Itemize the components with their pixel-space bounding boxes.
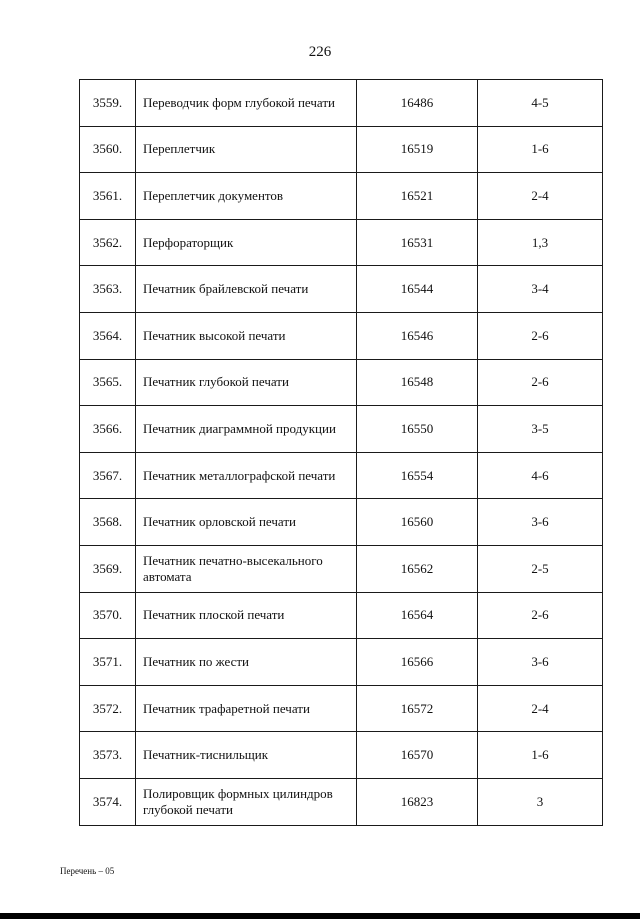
bottom-scan-edge [0,913,640,919]
table-row [80,592,603,639]
grade-range: 4-5 [478,80,603,127]
table-row [80,312,603,359]
profession-name: Переводчик форм глубокой печати [136,80,357,127]
table-row [80,732,603,779]
profession-name: Переплетчик документов [136,173,357,220]
grade-range: 2-4 [478,685,603,732]
row-number: 3563. [80,266,136,313]
grade-range: 2-5 [478,545,603,592]
profession-name: Полировщик формных цилиндров глубокой печати [136,778,357,825]
profession-code: 16572 [357,685,478,732]
profession-name: Печатник высокой печати [136,312,357,359]
grade-range: 2-6 [478,359,603,406]
grade-range: 4-6 [478,452,603,499]
row-number: 3565. [80,359,136,406]
row-number: 3569. [80,545,136,592]
profession-name: Печатник-тиснильщик [136,732,357,779]
profession-name: Печатник плоской печати [136,592,357,639]
grade-range: 3 [478,778,603,825]
table-row [80,499,603,546]
profession-name: Печатник по жести [136,639,357,686]
row-number: 3562. [80,219,136,266]
table-row [80,778,603,825]
profession-code: 16546 [357,312,478,359]
row-number: 3564. [80,312,136,359]
profession-name: Печатник орловской печати [136,499,357,546]
row-number: 3573. [80,732,136,779]
table-row [80,452,603,499]
row-number: 3572. [80,685,136,732]
row-number: 3567. [80,452,136,499]
table-row [80,219,603,266]
table-row [80,685,603,732]
grade-range: 1,3 [478,219,603,266]
profession-name: Перфораторщик [136,219,357,266]
row-number: 3561. [80,173,136,220]
profession-name: Печатник диаграммной продукции [136,406,357,453]
profession-code: 16550 [357,406,478,453]
profession-name: Печатник брайлевской печати [136,266,357,313]
grade-range: 3-6 [478,639,603,686]
grade-range: 1-6 [478,126,603,173]
table-row [80,266,603,313]
profession-code: 16566 [357,639,478,686]
profession-code: 16548 [357,359,478,406]
table-row [80,80,603,127]
table-row [80,639,603,686]
table-row [80,173,603,220]
grade-range: 3-6 [478,499,603,546]
profession-name: Печатник трафаретной печати [136,685,357,732]
profession-name: Печатник металлографской печати [136,452,357,499]
profession-code: 16486 [357,80,478,127]
row-number: 3559. [80,80,136,127]
table-row [80,406,603,453]
profession-code: 16570 [357,732,478,779]
row-number: 3566. [80,406,136,453]
row-number: 3568. [80,499,136,546]
profession-name: Печатник глубокой печати [136,359,357,406]
profession-code: 16544 [357,266,478,313]
profession-code: 16564 [357,592,478,639]
grade-range: 2-4 [478,173,603,220]
table-row [80,359,603,406]
professions-table [79,79,603,826]
grade-range: 2-6 [478,592,603,639]
profession-code: 16823 [357,778,478,825]
footer-label: Перечень – 05 [60,866,115,876]
profession-name: Печатник печатно-высекального автомата [136,545,357,592]
table-body [80,80,603,826]
grade-range: 1-6 [478,732,603,779]
grade-range: 3-5 [478,406,603,453]
row-number: 3560. [80,126,136,173]
profession-code: 16521 [357,173,478,220]
profession-code: 16560 [357,499,478,546]
grade-range: 2-6 [478,312,603,359]
profession-name: Переплетчик [136,126,357,173]
table-row [80,545,603,592]
row-number: 3570. [80,592,136,639]
grade-range: 3-4 [478,266,603,313]
profession-code: 16554 [357,452,478,499]
row-number: 3574. [80,778,136,825]
table-row [80,126,603,173]
profession-code: 16562 [357,545,478,592]
profession-code: 16519 [357,126,478,173]
row-number: 3571. [80,639,136,686]
profession-code: 16531 [357,219,478,266]
page-number: 226 [308,44,332,60]
